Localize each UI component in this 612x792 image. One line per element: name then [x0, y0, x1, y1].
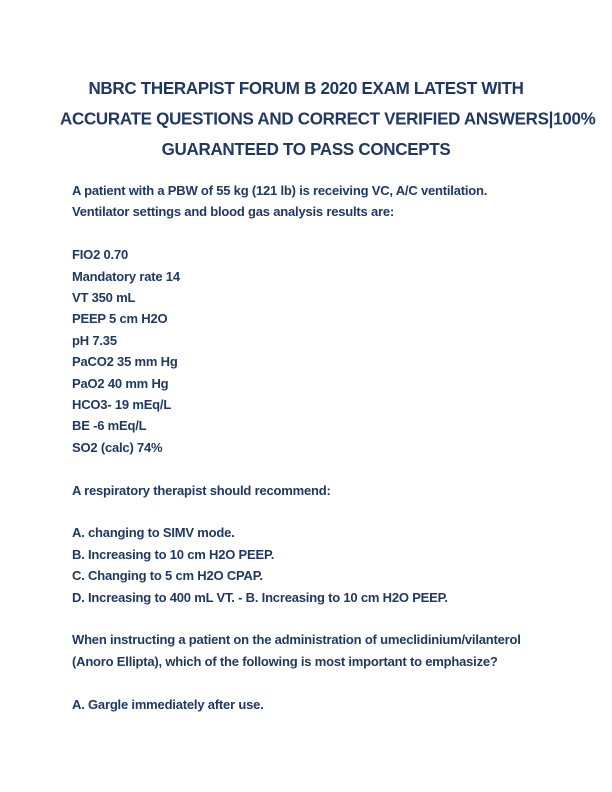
document-body	[72, 180, 552, 715]
paragraph-spacer	[72, 458, 552, 479]
paragraph-spacer	[72, 672, 552, 693]
setting-item: HCO3- 19 mEq/L	[72, 397, 172, 413]
document-title	[60, 73, 596, 164]
setting-item: PEEP 5 cm H2O	[72, 311, 168, 327]
setting-item: Mandatory rate 14	[72, 268, 180, 284]
question-1	[72, 180, 552, 608]
answer-option: C. Changing to 5 cm H2O CPAP.	[72, 568, 263, 584]
setting-item: VT 350 mL	[72, 290, 136, 306]
paragraph-spacer	[72, 501, 552, 522]
answer-option: B. Increasing to 10 cm H2O PEEP.	[72, 546, 275, 562]
question-2	[72, 629, 552, 715]
answer-option: A. changing to SIMV mode.	[72, 525, 235, 541]
question-1-prompt: A respiratory therapist should recommend:	[72, 482, 331, 498]
setting-item: pH 7.35	[72, 332, 117, 348]
question-2-options	[72, 694, 552, 715]
title-line: GUARANTEED TO PASS CONCEPTS	[161, 139, 451, 160]
title-line: ACCURATE QUESTIONS AND CORRECT VERIFIED ANSWERS|100%	[60, 108, 596, 129]
question-2-stem-line: When instructing a patient on the administration of umeclidinium/vilanterol	[72, 632, 521, 648]
paragraph-spacer	[72, 223, 552, 244]
question-1-stem-line: A patient with a PBW of 55 kg (121 lb) is receiving VC, A/C ventilation.	[72, 183, 488, 198]
setting-item: PaCO2 35 mm Hg	[72, 354, 178, 370]
title-line: NBRC THERAPIST FORUM B 2020 EXAM LATEST WITH	[88, 78, 524, 99]
ventilator-settings-list	[72, 244, 552, 458]
question-1-stem-line: Ventilator settings and blood gas analysis results are:	[72, 204, 395, 220]
answer-option: A. Gargle immediately after use.	[72, 696, 264, 712]
setting-item: FIO2 0.70	[72, 247, 129, 263]
setting-item: SO2 (calc) 74%	[72, 439, 163, 455]
answer-option: D. Increasing to 400 mL VT. - B. Increasing to 10 cm H2O PEEP.	[72, 589, 448, 605]
setting-item: PaO2 40 mm Hg	[72, 375, 169, 391]
question-1-options	[72, 522, 552, 608]
paragraph-spacer	[72, 608, 552, 629]
question-2-stem-line: (Anoro Ellipta), which of the following is most important to emphasize?	[72, 653, 498, 669]
setting-item: BE -6 mEq/L	[72, 418, 147, 434]
